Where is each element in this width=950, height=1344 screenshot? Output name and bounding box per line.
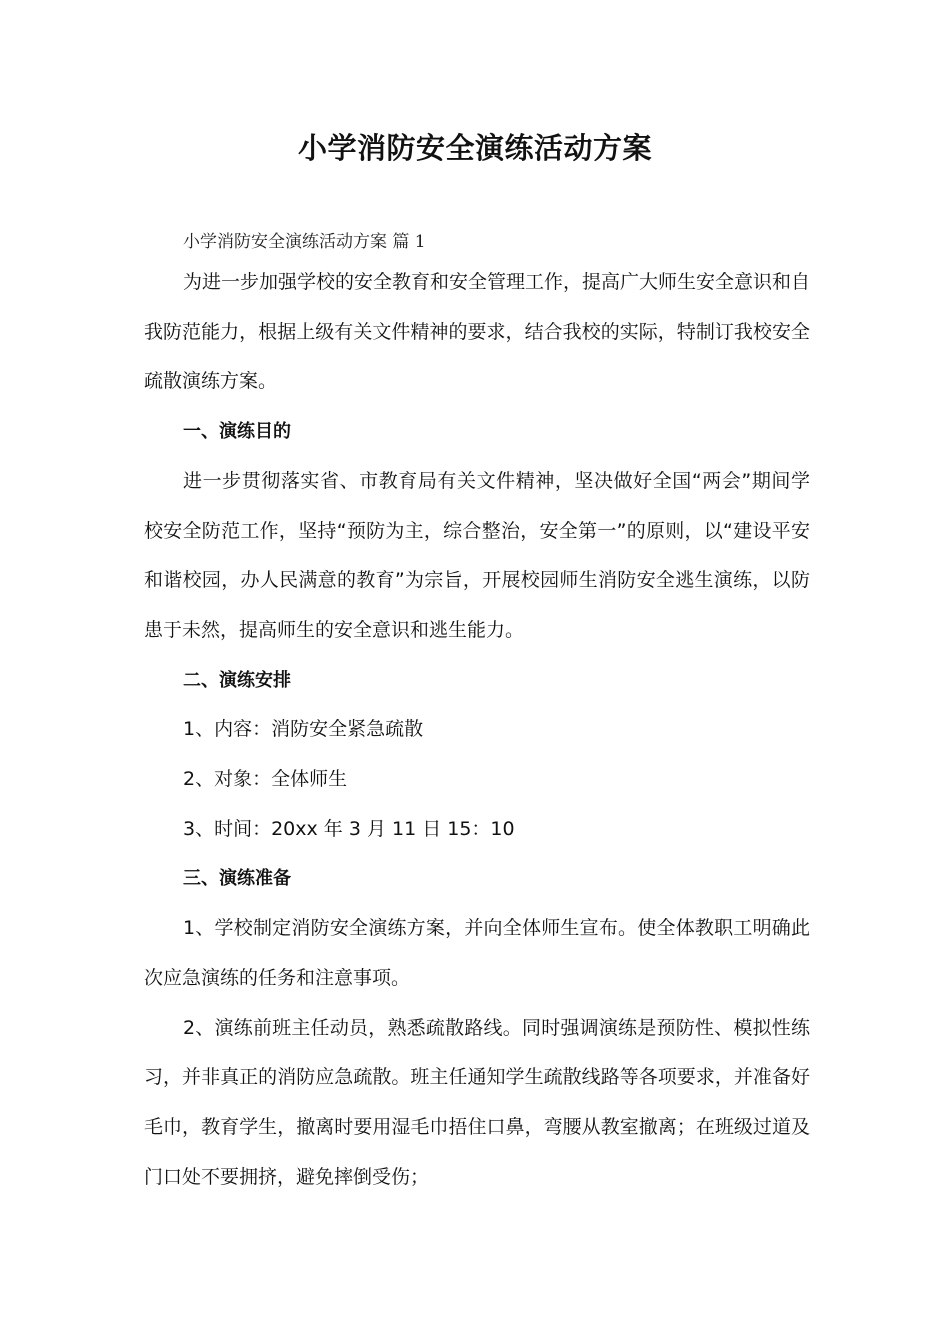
document-title: 小学消防安全演练活动方案 xyxy=(297,131,652,165)
document-subtitle: 小学消防安全演练活动方案 篇 1 xyxy=(183,232,426,252)
arrangement-item-time: 3、时间：20xx 年 3 月 11 日 15：10 xyxy=(183,817,515,840)
section-heading-arrangement: 二、演练安排 xyxy=(183,669,291,691)
section-heading-preparation: 三、演练准备 xyxy=(183,868,291,890)
intro-paragraph: 为进一步加强学校的安全教育和安全管理工作，提高广大师生安全意识和自我防范能力，根据上级有关文件精神的要求，结合我校的实际，特制订我校安全疏散演练方案。 xyxy=(144,271,811,393)
preparation-item-plan: 1、学校制定消防安全演练方案，并向全体师生宣布。使全体教职工明确此次应急演练的任务和注意事项。 xyxy=(144,917,810,989)
arrangement-item-content: 1、内容：消防安全紧急疏散 xyxy=(183,718,424,741)
document-body xyxy=(144,258,810,1202)
purpose-paragraph: 进一步贯彻落实省、市教育局有关文件精神，坚决做好全国“两会”期间学校安全防范工作，坚持“预防为主，综合整治，安全第一”的原则，以“建设平安和谐校园，办人民满意的教育”为宗旨，开展校园师生消防安全逃生演练，以防患于未然，提高师生的安全意识和逃生能力。 xyxy=(144,469,810,641)
preparation-item-briefing: 2、演练前班主任动员，熟悉疏散路线。同时强调演练是预防性、模拟性练习，并非真正的消防应急疏散。班主任通知学生疏散线路等各项要求，并准备好毛巾，教育学生，撤离时要用湿毛巾捂住口鼻，弯腰从教室撤离；在班级过道及门口处不要拥挤，避免摔倒受伤； xyxy=(144,1016,810,1188)
section-heading-purpose: 一、演练目的 xyxy=(183,421,291,443)
arrangement-item-target: 2、对象：全体师生 xyxy=(183,768,348,791)
